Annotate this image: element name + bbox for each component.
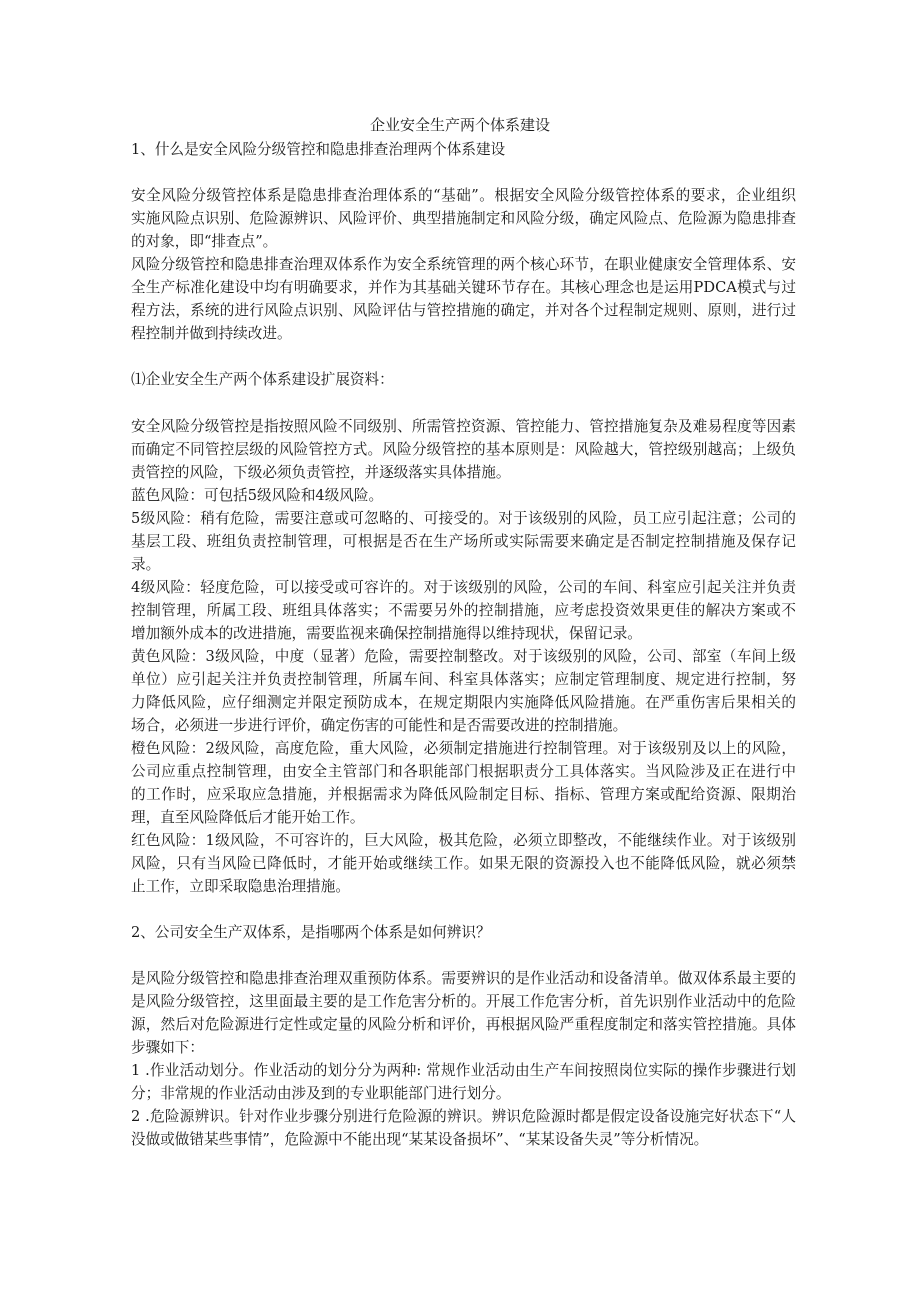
section-heading-2: 2、公司安全生产双体系，是指哪两个体系是如何辨识？ bbox=[131, 924, 491, 941]
section-heading-1: 1、什么是安全风险分级管控和隐患排查治理两个体系建设 bbox=[131, 141, 506, 158]
paragraph-line: 步骤如下： bbox=[131, 1039, 204, 1056]
paragraph-line: 基层工段、班组负责控制管理，可根据是否在生产场所或实际需要来确定是否制定控制措施及保存记 bbox=[131, 533, 796, 550]
paragraph-line: 2 .危险源辨识。针对作业步骤分别进行危险源的辨识。辨识危险源时都是假定设备设施完好状态下“人 bbox=[131, 1108, 796, 1125]
paragraph-line: 橙色风险：2级风险，高度危险，重大风险，必须制定措施进行控制管理。对于该级别及以上的风险， bbox=[131, 740, 796, 757]
paragraph-line: 1 .作业活动划分。作业活动的划分分为两种: 常规作业活动由生产车间按照岗位实际的操作步骤进行划 bbox=[131, 1062, 796, 1079]
paragraph-line: 场合，必须进一步进行评价，确定伤害的可能性和是否需要改进的控制措施。 bbox=[131, 717, 628, 734]
paragraph-line: 责管控的风险，下级必须负责管控，并逐级落实具体措施。 bbox=[131, 464, 511, 481]
paragraph-line: 程控制并做到持续改进。 bbox=[131, 325, 292, 342]
paragraph-line: 录。 bbox=[131, 556, 161, 573]
paragraph-line: 风险分级管控和隐患排查治理双体系作为安全系统管理的两个核心环节，在职业健康安全管理体系、安 bbox=[131, 256, 796, 273]
paragraph-line: 源，然后对危险源进行定性或定量的风险分析和评价，再根据风险严重程度制定和落实管控措施。具体 bbox=[131, 1016, 796, 1033]
paragraph-line: 单位）应引起关注并负责控制管理，所属车间、科室具体落实；应制定管理制度、规定进行控制，努 bbox=[131, 671, 796, 688]
paragraph-line: 控制管理，所属工段、班组具体落实；不需要另外的控制措施，应考虑投资效果更佳的解决方案或不 bbox=[131, 602, 796, 619]
paragraph-line: 红色风险：1级风险，不可容许的，巨大风险，极其危险，必须立即整改，不能继续作业。对于该级别 bbox=[131, 832, 796, 849]
paragraph-line: 止工作，立即采取隐患治理措施。 bbox=[131, 878, 350, 895]
paragraph-line: 是风险分级管控，这里面最主要的是工作危害分析的。开展工作危害分析，首先识别作业活动中的危险 bbox=[131, 993, 796, 1010]
paragraph-line: 增加额外成本的改进措施，需要监视来确保控制措施得以维持现状，保留记录。 bbox=[131, 625, 642, 642]
paragraph-line: 蓝色风险：可包括5级风险和4级风险。 bbox=[131, 487, 384, 504]
paragraph-line: 4级风险：轻度危险，可以接受或可容许的。对于该级别的风险，公司的车间、科室应引起关注并负责 bbox=[131, 579, 796, 596]
paragraph-line: 而确定不同管控层级的风险管控方式。风险分级管控的基本原则是：风险越大，管控级别越高；上级负 bbox=[131, 441, 796, 458]
paragraph-line: 的对象，即“排查点”。 bbox=[131, 233, 278, 250]
paragraph-line: 全生产标准化建设中均有明确要求，并作为其基础关键环节存在。其核心理念也是运用PDCA模式与过 bbox=[131, 279, 796, 296]
paragraph-line: 理，直至风险降低后才能开始工作。 bbox=[131, 809, 365, 826]
paragraph-line: 实施风险点识别、危险源辨识、风险评价、典型措施制定和风险分级，确定风险点、危险源为隐患排查 bbox=[131, 210, 796, 227]
paragraph-line: 公司应重点控制管理，由安全主管部门和各职能部门根据职责分工具体落实。当风险涉及正在进行中 bbox=[131, 763, 796, 780]
paragraph-line: 安全风险分级管控体系是隐患排查治理体系的“基础”。根据安全风险分级管控体系的要求，企业组织 bbox=[131, 187, 796, 204]
section-subheading: ⑴企业安全生产两个体系建设扩展资料： bbox=[131, 371, 394, 388]
paragraph-line: 安全风险分级管控是指按照风险不同级别、所需管控资源、管控能力、管控措施复杂及难易程度等因素 bbox=[131, 418, 796, 435]
document-title: 企业安全生产两个体系建设 bbox=[369, 116, 550, 134]
paragraph-line: 是风险分级管控和隐患排查治理双重预防体系。需要辨识的是作业活动和设备清单。做双体系最主要的 bbox=[131, 970, 796, 987]
paragraph-line: 力降低风险，应仔细测定并限定预防成本，在规定期限内实施降低风险措施。在严重伤害后果相关的 bbox=[131, 694, 796, 711]
paragraph-line: 分；非常规的作业活动由涉及到的专业职能部门进行划分。 bbox=[131, 1085, 511, 1102]
paragraph-line: 的工作时，应采取应急措施，并根据需求为降低风险制定目标、指标、管理方案或配给资源、限期治 bbox=[131, 786, 796, 803]
paragraph-line: 没做或做错某些事情”，危险源中不能出现“某某设备损坏”、“某某设备失灵”等分析情况。 bbox=[131, 1131, 709, 1148]
paragraph-line: 程方法，系统的进行风险点识别、风险评估与管控措施的确定，并对各个过程制定规则、原则，进行过 bbox=[131, 302, 796, 319]
paragraph-line: 风险，只有当风险已降低时，才能开始或继续工作。如果无限的资源投入也不能降低风险，就必须禁 bbox=[131, 855, 796, 872]
paragraph-line: 黄色风险：3级风险，中度（显著）危险，需要控制整改。对于该级别的风险，公司、部室（车间上级 bbox=[131, 648, 796, 665]
paragraph-line: 5级风险：稍有危险，需要注意或可忽略的、可接受的。对于该级别的风险，员工应引起注意；公司的 bbox=[131, 510, 796, 527]
